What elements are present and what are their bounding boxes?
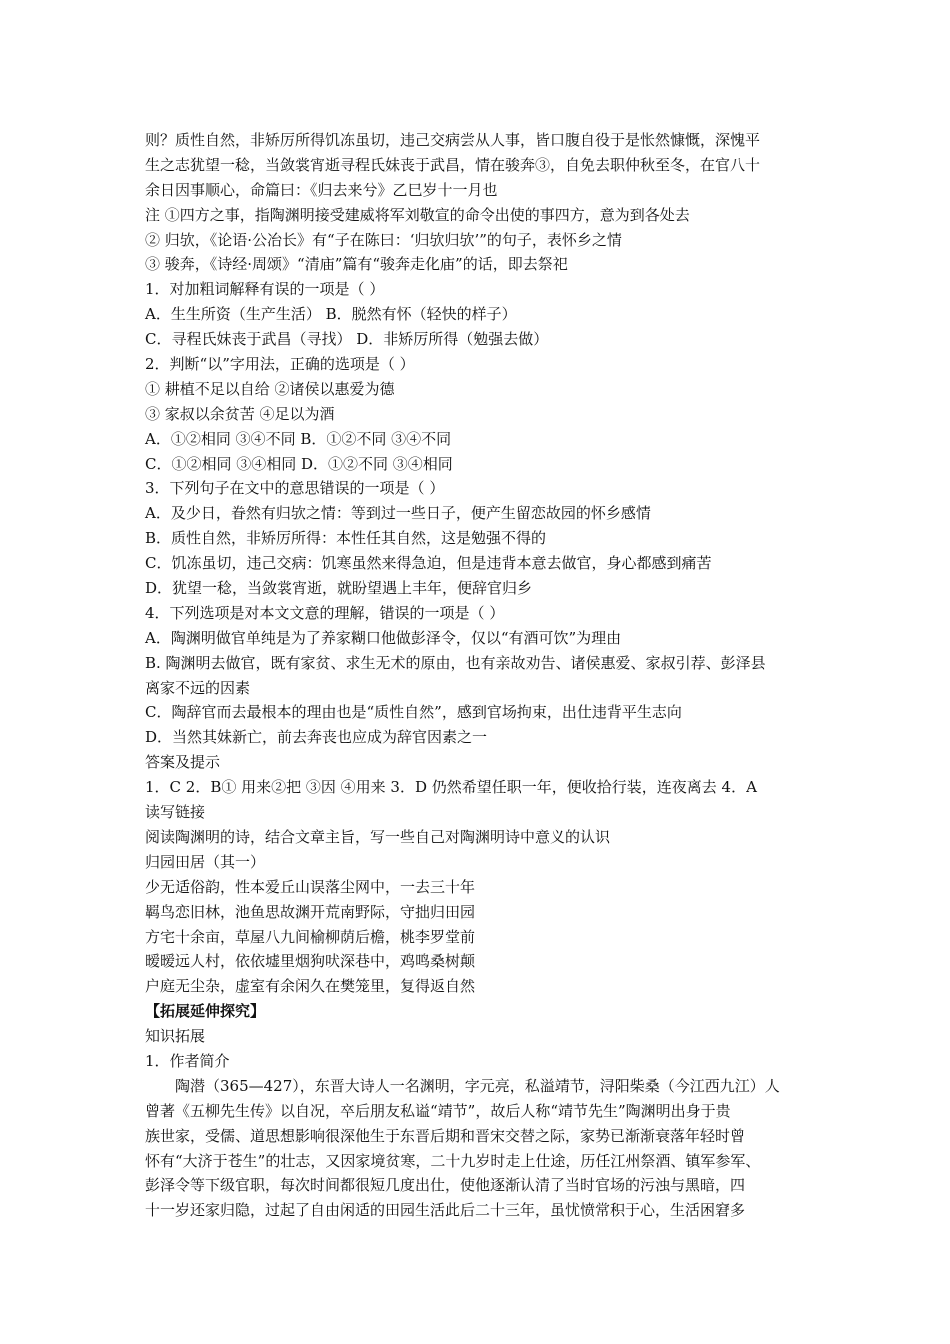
answers-line: 1．C 2．B① 用来②把 ③因 ④用来 3．D 仍然希望任职一年，便收拾行装，连夜离去 4．A	[145, 778, 757, 797]
author-paragraph-line: 族世家，受儒、道思想影响很深他生于东晋后期和晋宋交替之际，家势已渐渐衰落年轻时曾	[145, 1126, 746, 1145]
text-line: 余日因事顺心，命篇曰：《归去来兮》乙巳岁十一月也	[145, 180, 498, 199]
author-paragraph-line: 十一岁还家归隐，过起了自由闲适的田园生活此后二十三年，虽忧愤常积于心，生活困窘多	[145, 1201, 746, 1220]
answers-heading: 答案及提示	[145, 753, 221, 772]
question-2: 2．判断“以”字用法，正确的选项是（ ）	[145, 355, 415, 374]
author-paragraph-line: 怀有“大济于苍生”的壮志，又因家境贫寒，二十九岁时走上仕途，历任江州祭酒、镇军参军、	[145, 1151, 761, 1170]
question-2-items: ③ 家叔以余贫苦 ④足以为酒	[145, 404, 335, 423]
reading-writing-heading: 读写链接	[145, 803, 206, 822]
author-paragraph-line: 曾著《五柳先生传》以自况，卒后朋友私谥“靖节”，故后人称“靖节先生”陶渊明出身于贵	[145, 1101, 731, 1120]
document-page	[145, 128, 815, 1223]
question-2-items: ① 耕植不足以自给 ②诸侯以惠爱为德	[145, 379, 395, 398]
question-3-option-d: D．犹望一稔，当敛裳宵逝，就盼望遇上丰年，便辞官归乡	[145, 579, 533, 598]
poem-line: 户庭无尘杂，虚室有余闲久在樊笼里，复得返自然	[145, 977, 476, 996]
author-intro-heading: 1．作者简介	[145, 1051, 230, 1070]
text-line: 则？质性自然，非矫厉所得饥冻虽切，违己交病尝从人事，皆口腹自役于是怅然慷慨，深愧平	[145, 131, 761, 149]
poem-line: 方宅十余亩，草屋八九间榆柳荫后檐，桃李罗堂前	[145, 927, 476, 946]
question-2-options-cd: C．①②相同 ③④相同 D．①②不同 ③④相同	[145, 454, 453, 473]
question-2-options-ab: A．①②相同 ③④不同 B．①②不同 ③④不同	[145, 429, 452, 448]
question-4-option-b: B. 陶渊明去做官，既有家贫、求生无术的原由，也有亲故劝告、诸侯惠爱、家叔引荐、彭泽县	[145, 653, 766, 672]
question-3: 3．下列句子在文中的意思错误的一项是（ ）	[145, 479, 445, 498]
question-3-option-a: A．及少日，眷然有归欤之情：等到过一些日子，便产生留恋故园的怀乡感情	[145, 504, 651, 523]
question-3-option-b: B．质性自然，非矫厉所得：本性任其自然，这是勉强不得的	[145, 529, 547, 548]
question-4-option-b-cont: 离家不远的因素	[145, 678, 251, 697]
annotation-line: ③ 骏奔，《诗经·周颂》“清庙”篇有“骏奔走化庙”的话，即去祭祀	[145, 255, 568, 274]
annotation-line: ② 归欤，《论语·公冶长》有“子在陈曰：‘归欤归欤’”的句子，表怀乡之情	[145, 230, 622, 249]
author-paragraph-line: 陶潜（365—427），东晋大诗人一名渊明，字元亮，私溢靖节，浔阳柴桑（今江西九江）人	[175, 1076, 780, 1095]
section-heading-extension: 【拓展延伸探究】	[145, 1002, 266, 1021]
text-line: 生之志犹望一稔，当敛裳宵逝寻程氏妹丧于武昌，情在骏奔③，自免去职仲秋至冬，在官八十	[145, 155, 761, 174]
poem-line: 羁鸟恋旧林，池鱼思故渊开荒南野际，守拙归田园	[145, 902, 476, 921]
question-4: 4．下列选项是对本文文意的理解，错误的一项是（ ）	[145, 603, 505, 622]
author-paragraph-line: 彭泽令等下级官职，每次时间都很短几度出仕，使他逐渐认清了当时官场的污浊与黑暗，四	[145, 1176, 746, 1195]
question-4-option-a: A．陶渊明做官单纯是为了养家糊口他做彭泽令，仅以“有酒可饮”为理由	[145, 628, 622, 647]
question-1-options-cd: C．寻程氏妹丧于武昌（寻找） D．非矫厉所得（勉强去做）	[145, 330, 549, 349]
reading-prompt: 阅读陶渊明的诗，结合文章主旨，写一些自己对陶渊明诗中意义的认识	[145, 827, 611, 846]
annotation-line: 注 ①四方之事，指陶渊明接受建威将军刘敬宣的命令出使的事四方，意为到各处去	[145, 205, 690, 224]
question-1: 1．对加粗词解释有误的一项是（ ）	[145, 280, 385, 299]
question-4-option-d: D．当然其妹新亡，前去奔丧也应成为辞官因素之一	[145, 728, 488, 747]
poem-title: 归园田居（其一）	[145, 852, 266, 871]
question-1-options-ab: A．生生所资（生产生活） B．脱然有怀（轻快的样子）	[145, 305, 517, 324]
poem-line: 暧暧远人村，依依墟里烟狗吠深巷中，鸡鸣桑树颠	[145, 952, 476, 971]
knowledge-extension-heading: 知识拓展	[145, 1027, 206, 1046]
question-4-option-c: C．陶辞官而去最根本的理由也是“质性自然”，感到官场拘束，出仕违背平生志向	[145, 703, 682, 722]
question-3-option-c: C．饥冻虽切，违己交病：饥寒虽然来得急迫，但是违背本意去做官，身心都感到痛苦	[145, 554, 712, 573]
poem-line: 少无适俗韵，性本爱丘山误落尘网中，一去三十年	[145, 877, 476, 896]
